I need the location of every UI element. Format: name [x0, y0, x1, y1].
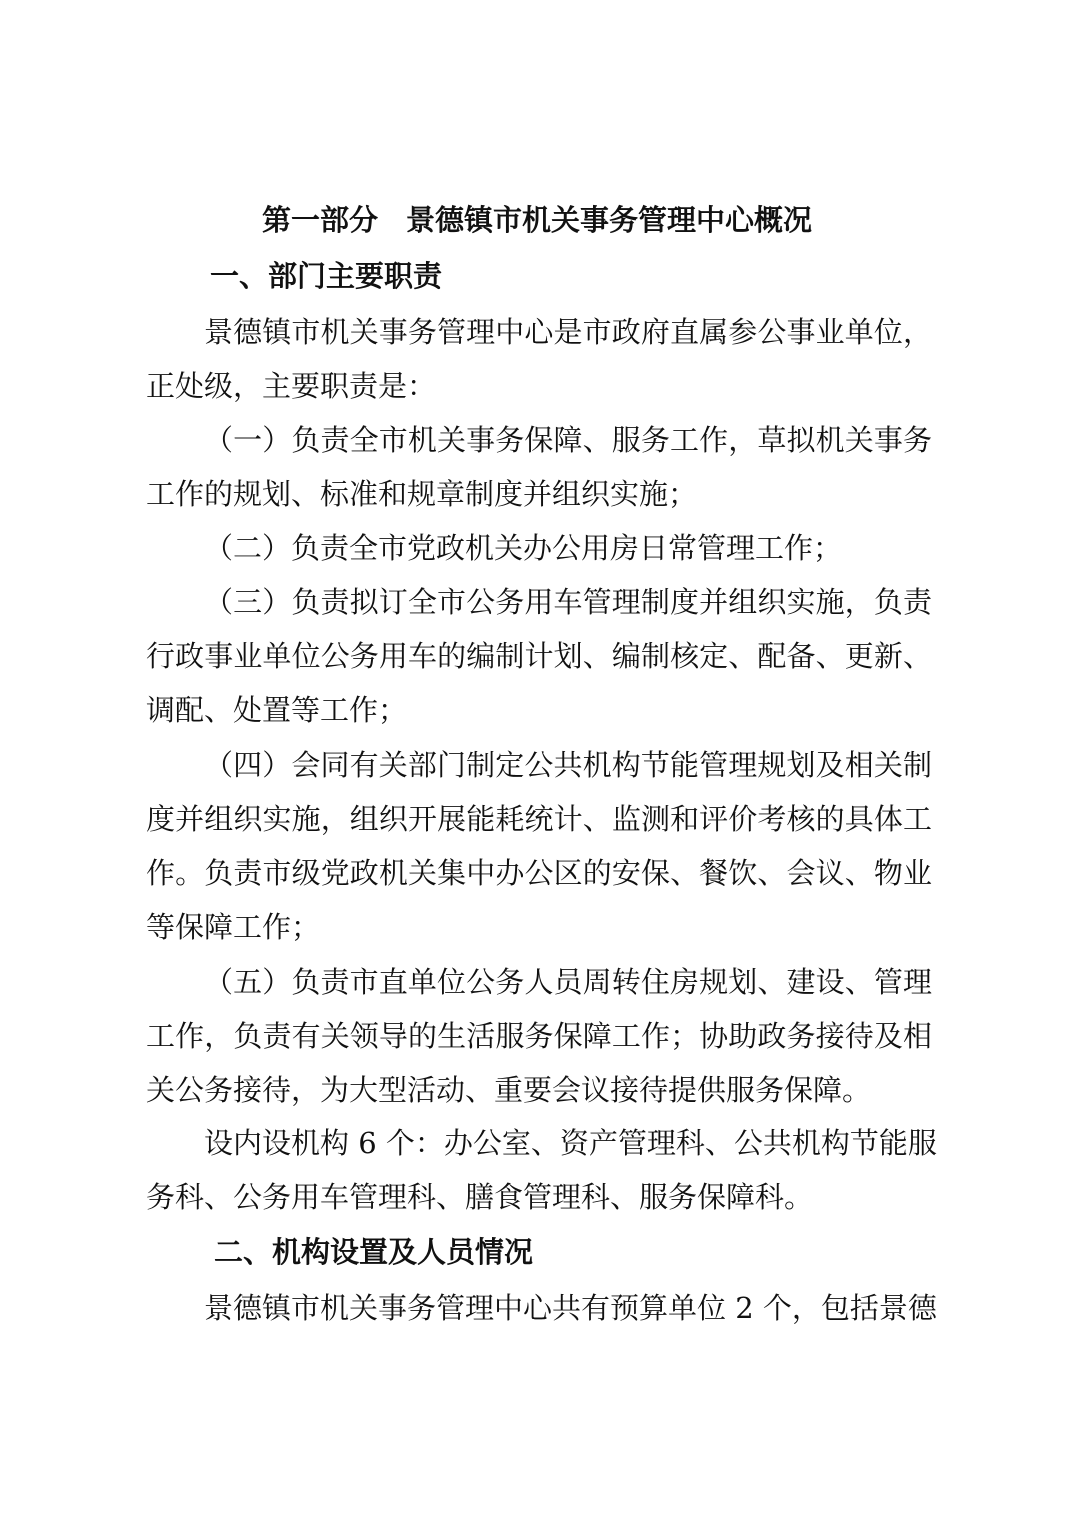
paragraph-line: （五）负责市直单位公务人员周转住房规划、建设、管理 [204, 965, 932, 999]
paragraph-duty-1 [146, 413, 932, 521]
paragraph-line: 关公务接待，为大型活动、重要会议接待提供服务保障。 [146, 1073, 872, 1107]
paragraph-line: 度并组织实施，组织开展能耗统计、监测和评价考核的具体工 [146, 802, 932, 836]
paragraph-line: 设内设机构 6 个：办公室、资产管理科、公共机构节能服 [204, 1126, 937, 1160]
paragraph-line: 工作的规划、标准和规章制度并组织实施； [146, 477, 698, 511]
paragraph-intro [146, 305, 932, 413]
paragraph-internal-offices [146, 1116, 937, 1224]
paragraph-duty-2 [146, 521, 932, 575]
title-part: 第一部分 [261, 203, 378, 237]
paragraph-line: 景德镇市机关事务管理中心是市政府直属参公事业单位， [204, 315, 932, 349]
paragraph-duty-4 [146, 738, 932, 954]
paragraph-line: （二）负责全市党政机关办公用房日常管理工作； [204, 531, 843, 565]
paragraph-line: 景德镇市机关事务管理中心共有预算单位 2 个，包括景德 [204, 1291, 937, 1325]
paragraph-line: 正处级，主要职责是： [146, 369, 437, 403]
paragraph-line: 务科、公务用车管理科、膳食管理科、服务保障科。 [146, 1180, 814, 1214]
paragraph-duty-3 [146, 575, 932, 737]
section-heading-duties: 一、部门主要职责 [210, 259, 443, 293]
paragraph-line: （一）负责全市机关事务保障、服务工作，草拟机关事务 [204, 423, 932, 457]
paragraph-line: 行政事业单位公务用车的编制计划、编制核定、配备、更新、 [146, 639, 932, 673]
title-name: 景德镇市机关事务管理中心概况 [406, 203, 813, 237]
paragraph-line: 作。负责市级党政机关集中办公区的安保、餐饮、会议、物业 [146, 856, 932, 890]
paragraph-duty-5 [146, 955, 932, 1117]
page-title [0, 200, 1074, 240]
paragraph-line: 调配、处置等工作； [146, 693, 408, 727]
paragraph-line: 工作，负责有关领导的生活服务保障工作；协助政务接待及相 [146, 1019, 932, 1053]
paragraph-line: 等保障工作； [146, 910, 321, 944]
paragraph-line: （三）负责拟订全市公务用车管理制度并组织实施，负责 [204, 585, 932, 619]
section-heading-organization: 二、机构设置及人员情况 [214, 1235, 534, 1269]
paragraph-line: （四）会同有关部门制定公共机构节能管理规划及相关制 [204, 748, 932, 782]
paragraph-budget-units [146, 1281, 937, 1335]
